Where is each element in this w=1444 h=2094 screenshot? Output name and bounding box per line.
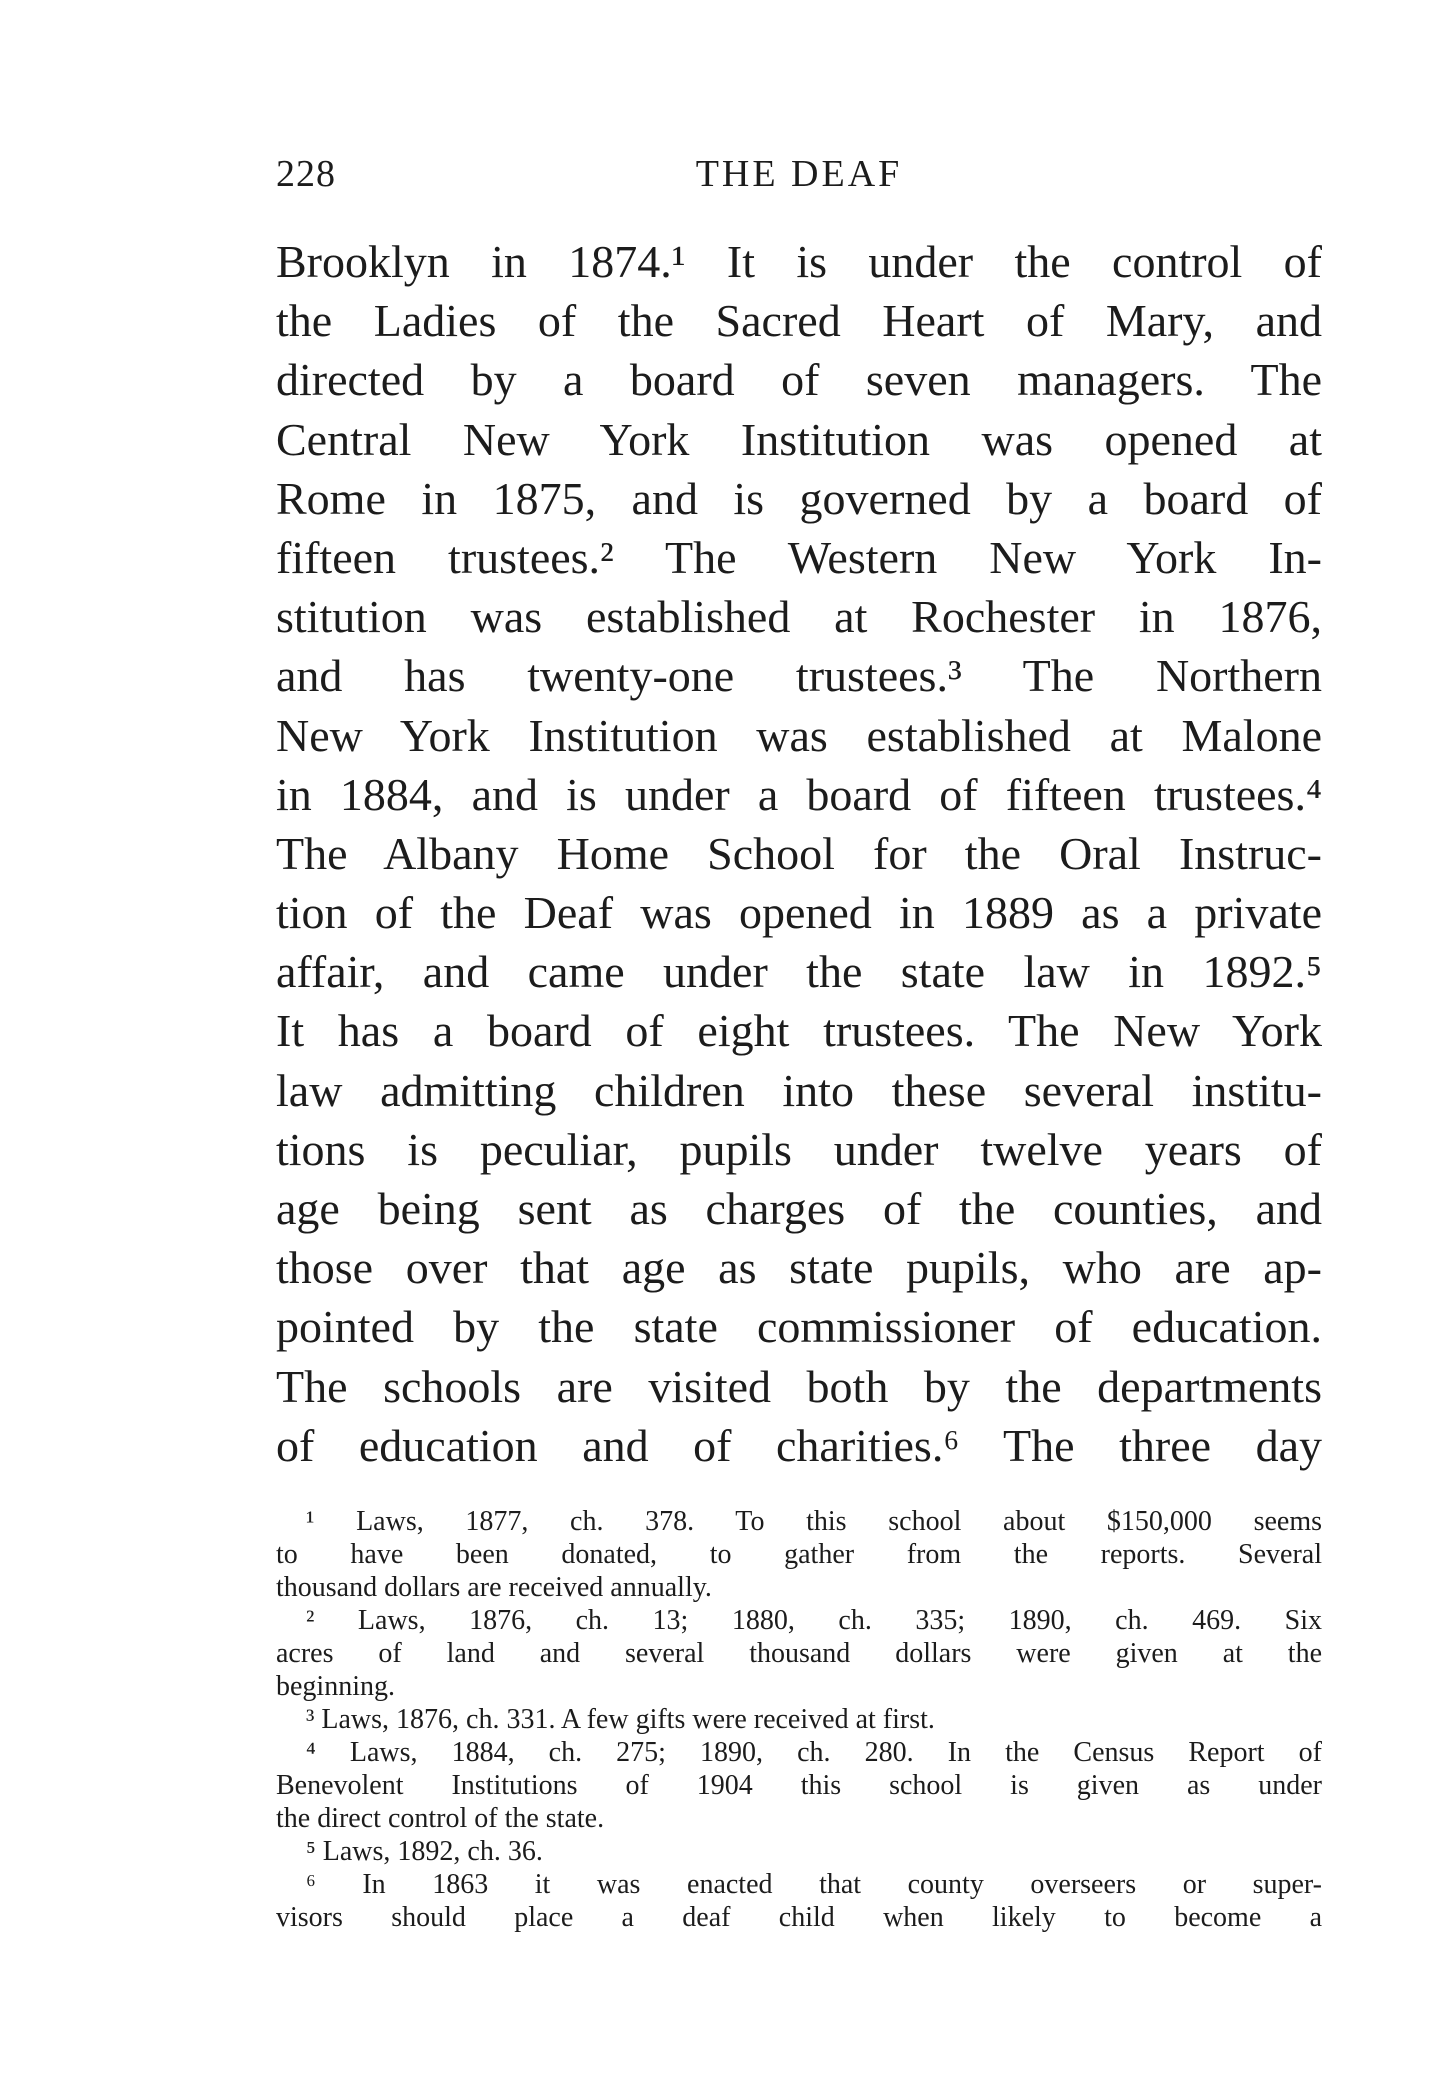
footnote-line: ⁴ Laws, 1884, ch. 275; 1890, ch. 280. In the Census Report of — [306, 1737, 1322, 1768]
text-line: The Albany Home School for the Oral Instruc- — [276, 827, 1322, 879]
main-text — [276, 232, 1322, 1475]
footnote-line: ⁵ Laws, 1892, ch. 36. — [306, 1836, 543, 1867]
footnote-line: thousand dollars are received annually. — [276, 1572, 712, 1603]
text-line: law admitting children into these several institu- — [276, 1064, 1322, 1116]
text-line: Rome in 1875, and is governed by a board of — [276, 472, 1322, 524]
text-line: of education and of charities.⁶ The three day — [276, 1419, 1322, 1471]
footnote-line: beginning. — [276, 1671, 395, 1702]
text-line: It has a board of eight trustees. The New York — [276, 1005, 1322, 1057]
running-title: THE DEAF — [695, 153, 903, 195]
text-line: affair, and came under the state law in 1892.⁵ — [276, 946, 1322, 998]
text-line: The schools are visited both by the departments — [276, 1360, 1322, 1412]
footnote-line: ⁶ In 1863 it was enacted that county overseers or super- — [306, 1869, 1322, 1900]
footnote-line: ³ Laws, 1876, ch. 331. A few gifts were received at first. — [306, 1704, 935, 1735]
text-line: age being sent as charges of the counties, and — [276, 1183, 1322, 1234]
footnotes — [276, 1505, 1322, 1934]
text-line: and has twenty-one trustees.³ The Northern — [276, 650, 1322, 702]
text-line: the Ladies of the Sacred Heart of Mary, and — [276, 295, 1322, 347]
text-line: pointed by the state commissioner of education. — [276, 1301, 1322, 1353]
footnote-line: the direct control of the state. — [276, 1803, 605, 1834]
text-line: Central New York Institution was opened at — [276, 413, 1322, 465]
text-line: fifteen trustees.² The Western New York In- — [276, 531, 1322, 583]
text-line: directed by a board of seven managers. The — [276, 354, 1322, 406]
footnote-line: ² Laws, 1876, ch. 13; 1880, ch. 335; 1890, ch. 469. Six — [306, 1605, 1322, 1636]
text-line: stitution was established at Rochester in 1876, — [276, 591, 1322, 643]
page-number: 228 — [276, 153, 336, 195]
text-line: tion of the Deaf was opened in 1889 as a private — [276, 887, 1322, 939]
text-line: New York Institution was established at Malone — [276, 709, 1322, 761]
footnote-line: to have been donated, to gather from the reports. Several — [276, 1539, 1322, 1570]
footnote-line: acres of land and several thousand dollars were given at the — [276, 1638, 1322, 1669]
text-line: tions is peculiar, pupils under twelve years of — [276, 1123, 1322, 1175]
footnote-line: visors should place a deaf child when likely to become a — [276, 1902, 1322, 1933]
text-line: in 1884, and is under a board of fifteen trustees.⁴ — [276, 768, 1322, 820]
text-line: Brooklyn in 1874.¹ It is under the control of — [276, 236, 1322, 287]
text-line: those over that age as state pupils, who are ap- — [276, 1242, 1322, 1294]
footnote-line: ¹ Laws, 1877, ch. 378. To this school about $150,000 seems — [306, 1506, 1322, 1537]
page-header — [276, 152, 1322, 202]
footnote-line: Benevolent Institutions of 1904 this school is given as under — [276, 1770, 1322, 1801]
